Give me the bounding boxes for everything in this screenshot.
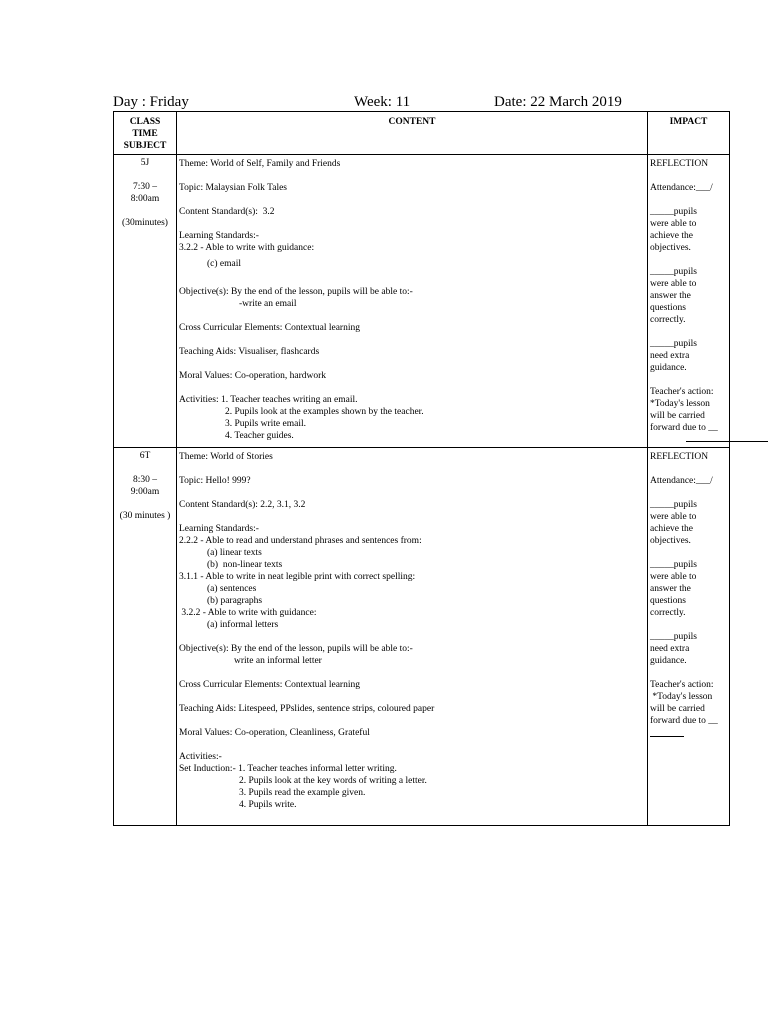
impact-text: were able to — [650, 512, 697, 522]
impact-text: *Today's lesson — [650, 399, 710, 409]
column-header-line: TIME — [132, 129, 158, 139]
reflection-label: REFLECTION — [650, 159, 709, 169]
pupils-need-guidance: _____pupils — [650, 632, 697, 642]
time-end: 8:00am — [130, 194, 160, 204]
class-cell — [114, 448, 177, 826]
content-standard: Content Standard(s): 3.2 — [179, 207, 275, 217]
learning-standard-item: (a) linear texts — [207, 548, 262, 558]
impact-text: correctly. — [650, 315, 686, 325]
pupils-answered: _____pupils — [650, 267, 697, 277]
learning-standard: 2.2.2 - Able to read and understand phrases and sentences from: — [179, 536, 422, 546]
activity: Activities: 1. Teacher teaches writing an email. — [179, 395, 358, 405]
time-start: 8:30 – — [132, 475, 157, 485]
duration: (30 minutes ) — [119, 511, 171, 521]
content-header: CONTENT — [177, 112, 648, 155]
objective-detail: -write an email — [239, 299, 297, 309]
impact-text: achieve the — [650, 524, 693, 534]
impact-cell — [648, 448, 730, 826]
teacher-action: Teacher's action: — [650, 387, 714, 397]
attendance: Attendance:___/ — [650, 476, 713, 486]
reflection-label: REFLECTION — [650, 452, 709, 462]
activity: 3. Pupils write email. — [225, 419, 307, 429]
week-label: Week: 11 — [354, 94, 411, 110]
activities-label: Activities:- — [179, 752, 222, 762]
lesson-row — [114, 155, 730, 448]
learning-standard: 3.2.2 - Able to write with guidance: — [179, 243, 315, 253]
impact-text: *Today's lesson — [650, 692, 713, 702]
impact-text: need extra — [650, 644, 690, 654]
impact-text: correctly. — [650, 608, 686, 618]
objective-detail: write an informal letter — [234, 656, 322, 666]
theme: Theme: World of Stories — [179, 452, 273, 462]
learning-standard-item: (c) email — [207, 259, 242, 269]
impact-text: achieve the — [650, 231, 693, 241]
lesson-row — [114, 448, 730, 826]
activity: 4. Pupils write. — [239, 800, 297, 810]
topic: Topic: Hello! 999? — [179, 476, 251, 486]
cross-curricular-elements: Cross Curricular Elements: Contextual learning — [179, 680, 360, 690]
pupils-achieved: _____pupils — [650, 500, 697, 510]
impact-text: guidance. — [650, 656, 687, 666]
lesson-plan-table — [113, 111, 730, 826]
learning-standard-item: (a) informal letters — [207, 620, 279, 630]
impact-text: forward due to __ — [650, 716, 718, 726]
objective: Objective(s): By the end of the lesson, pupils will be able to:- — [179, 287, 413, 297]
learning-standard-item: (a) sentences — [207, 584, 257, 594]
activity: 2. Pupils look at the key words of writing a letter. — [239, 776, 427, 786]
impact-text: will be carried — [650, 411, 705, 421]
theme: Theme: World of Self, Family and Friends — [179, 159, 341, 169]
class-name: 5J — [140, 158, 150, 168]
activity: 3. Pupils read the example given. — [239, 788, 366, 798]
impact-text: were able to — [650, 279, 697, 289]
pupils-need-guidance: _____pupils — [650, 339, 697, 349]
column-header-line: SUBJECT — [123, 141, 167, 151]
teaching-aids: Teaching Aids: Visualiser, flashcards — [179, 347, 320, 357]
topic: Topic: Malaysian Folk Tales — [179, 183, 287, 193]
content-cell — [177, 448, 648, 826]
impact-text: answer the — [650, 584, 691, 594]
impact-text: guidance. — [650, 363, 687, 373]
impact-text: were able to — [650, 219, 697, 229]
impact-text: need extra — [650, 351, 690, 361]
column-header-line: CLASS — [129, 117, 161, 127]
activity: 2. Pupils look at the examples shown by the teacher. — [225, 407, 424, 417]
cross-curricular-elements: Cross Curricular Elements: Contextual learning — [179, 323, 360, 333]
learning-standard-item: (b) paragraphs — [207, 596, 263, 606]
pupils-answered: _____pupils — [650, 560, 697, 570]
impact-text: objectives. — [650, 536, 691, 546]
pupils-achieved: _____pupils — [650, 207, 697, 217]
learning-standard: 3.2.2 - Able to write with guidance: — [179, 608, 317, 618]
learning-standard-item: (b) non-linear texts — [207, 560, 283, 570]
impact-text: were able to — [650, 572, 697, 582]
date-label: Date: 22 March 2019 — [494, 94, 622, 110]
table-header-row — [114, 112, 730, 155]
moral-values: Moral Values: Co-operation, Cleanliness, Grateful — [179, 728, 370, 738]
moral-values: Moral Values: Co-operation, hardwork — [179, 371, 327, 381]
activity: Set Induction:- 1. Teacher teaches informal letter writing. — [179, 764, 397, 774]
learning-standards-label: Learning Standards:- — [179, 524, 259, 534]
impact-cell — [648, 155, 730, 448]
content-standard: Content Standard(s): 2.2, 3.1, 3.2 — [179, 500, 306, 510]
time-end: 9:00am — [130, 487, 160, 497]
class-name: 6T — [139, 451, 151, 461]
blank-line — [686, 441, 768, 442]
teacher-action: Teacher's action: — [650, 680, 714, 690]
teaching-aids: Teaching Aids: Litespeed, PPslides, sentence strips, coloured paper — [179, 704, 435, 714]
impact-text: questions — [650, 596, 686, 606]
impact-text: objectives. — [650, 243, 691, 253]
class-time-subject-header — [114, 112, 177, 155]
time-start: 7:30 – — [132, 182, 157, 192]
content-cell — [177, 155, 648, 448]
attendance: Attendance:___/ — [650, 183, 713, 193]
impact-text: answer the — [650, 291, 691, 301]
activity: 4. Teacher guides. — [225, 431, 294, 441]
impact-text: forward due to __ — [650, 423, 718, 433]
class-cell — [114, 155, 177, 448]
learning-standard: 3.1.1 - Able to write in neat legible print with correct spelling: — [179, 572, 416, 582]
objective: Objective(s): By the end of the lesson, pupils will be able to:- — [179, 644, 413, 654]
day-label: Day : Friday — [113, 94, 189, 110]
impact-header: IMPACT — [648, 112, 730, 155]
impact-text: questions — [650, 303, 686, 313]
impact-text: will be carried — [650, 704, 705, 714]
duration: (30minutes) — [122, 218, 168, 228]
learning-standards-label: Learning Standards:- — [179, 231, 259, 241]
blank-line — [650, 736, 684, 737]
